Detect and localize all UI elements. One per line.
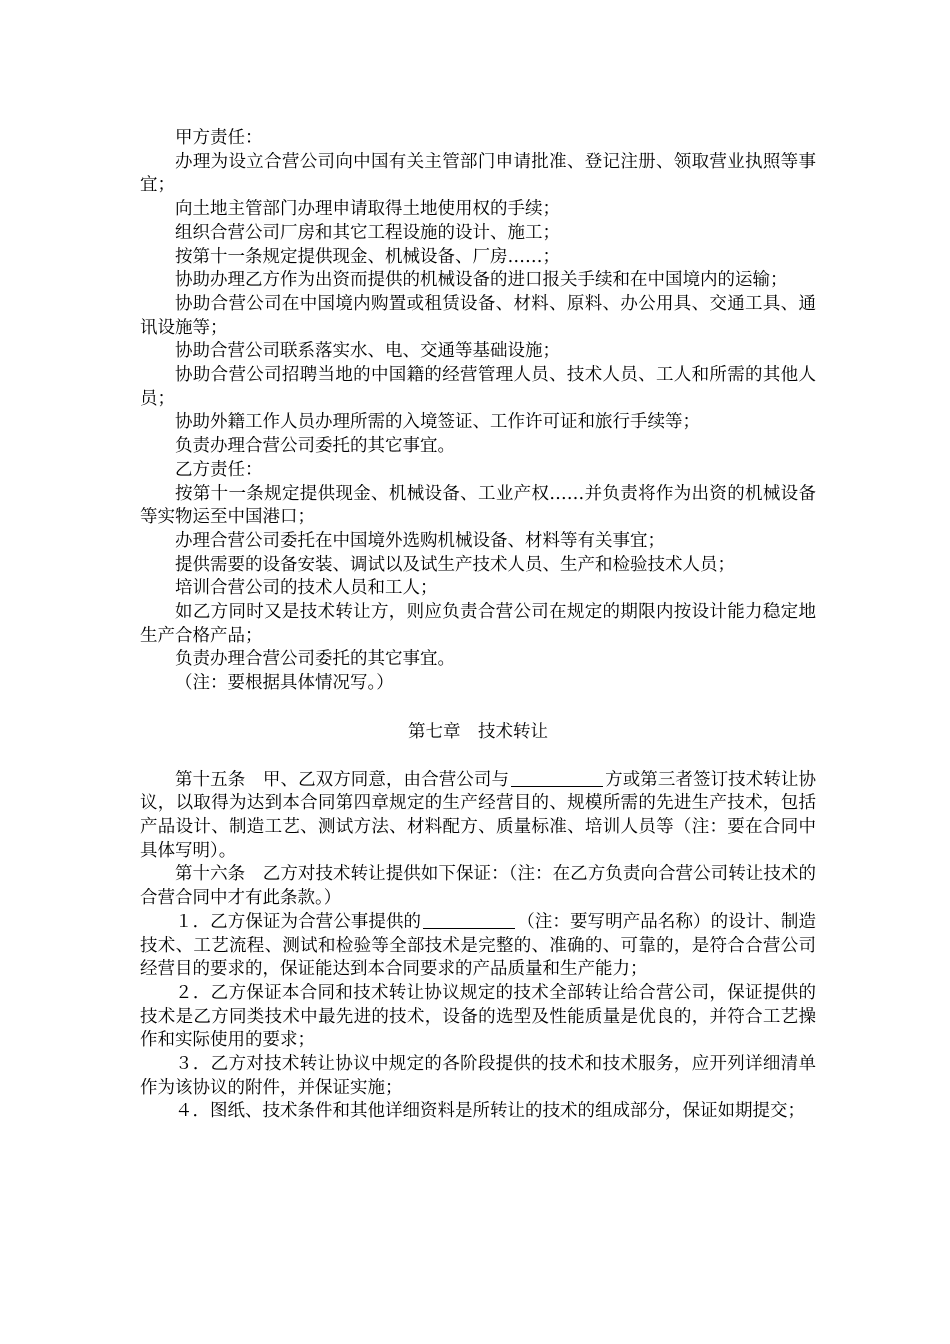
article-16: 第十六条 乙方对技术转让提供如下保证：（注：在乙方负责向合营公司转让技术的合营合同中才有此条款。） <box>140 864 816 909</box>
party-a-item: 协助办理乙方作为出资而提供的机械设备的进口报关手续和在中国境内的运输； <box>175 270 788 291</box>
section-note: （注：要根据具体情况写。） <box>175 673 394 694</box>
guarantee-item-4: ４．图纸、技术条件和其他详细资料是所转让的技术的组成部分，保证如期提交； <box>175 1101 805 1122</box>
party-a-item: 协助合营公司联系落实水、电、交通等基础设施； <box>175 341 560 362</box>
party-b-item: 办理合营公司委托在中国境外选购机械设备、材料等有关事宜； <box>175 530 665 551</box>
document-page <box>140 127 816 1124</box>
article-15-lead: 第十五条 甲、乙双方同意，由合营公司与 <box>175 769 510 790</box>
party-a-item: 协助外籍工作人员办理所需的入境签证、工作许可证和旅行手续等； <box>175 412 700 433</box>
party-b-item: 负责办理合营公司委托的其它事宜。 <box>175 649 455 670</box>
guarantee-item-1-rest: （注：要写明产品名称）的设计、制造技术、工艺流程、测试和检验等全部技术是完整的、准确的、可靠的，是符合合营公司经营目的要求的，保证能达到本合同要求的产品质量和生产能力； <box>140 911 817 980</box>
party-a-item: 按第十一条规定提供现金、机械设备、厂房……； <box>175 246 560 267</box>
party-b-item: 提供需要的设备安装、调试以及试生产技术人员、生产和检验技术人员； <box>175 554 735 575</box>
party-a-item: 办理为设立合营公司向中国有关主管部门申请批准、登记注册、领取营业执照等事宜； <box>140 151 816 196</box>
guarantee-item-2: ２．乙方保证本合同和技术转让协议规定的技术全部转让给合营公司，保证提供的技术是乙方同类技术中最先进的技术，设备的选型及性能质量是优良的，并符合工艺操作和实际使用的要求； <box>140 982 816 1051</box>
party-b-heading: 乙方责任： <box>175 459 263 480</box>
party-a-heading: 甲方责任： <box>175 128 263 148</box>
fill-in-blank <box>423 911 515 929</box>
party-b-item: 如乙方同时又是技术转让方，则应负责合营公司在规定的期限内按设计能力稳定地生产合格产品； <box>140 602 816 646</box>
article-15 <box>140 769 816 864</box>
party-a-item: 协助合营公司招聘当地的中国籍的经营管理人员、技术人员、工人和所需的其他人员； <box>140 365 816 409</box>
fill-in-blank <box>511 769 603 787</box>
guarantee-item-1-lead: １．乙方保证为合营公事提供的 <box>175 911 422 932</box>
party-a-item: 向土地主管部门办理申请取得土地使用权的手续； <box>175 199 560 220</box>
party-b-item: 培训合营公司的技术人员和工人； <box>175 578 438 599</box>
party-a-item: 负责办理合营公司委托的其它事宜。 <box>175 436 455 457</box>
party-b-item: 按第十一条规定提供现金、机械设备、工业产权……并负责将作为出资的机械设备等实物运至中国港口； <box>140 483 816 528</box>
guarantee-item-1 <box>140 911 816 982</box>
chapter-heading: 第七章 技术转让 <box>408 721 548 742</box>
party-a-item: 协助合营公司在中国境内购置或租赁设备、材料、原料、办公用具、交通工具、通讯设施等； <box>140 293 816 338</box>
article-15-rest: 方或第三者签订技术转让协议，以取得为达到本合同第四章规定的生产经营目的、规模所需的先进生产技术，包括产品设计、制造工艺、测试方法、材料配方、质量标准、培训人员等（注：要在合同中具体写明）。 <box>140 769 816 861</box>
party-a-item: 组织合营公司厂房和其它工程设施的设计、施工； <box>175 222 560 243</box>
guarantee-item-3: ３．乙方对技术转让协议中规定的各阶段提供的技术和技术服务，应开列详细清单作为该协议的附件，并保证实施； <box>140 1054 816 1098</box>
